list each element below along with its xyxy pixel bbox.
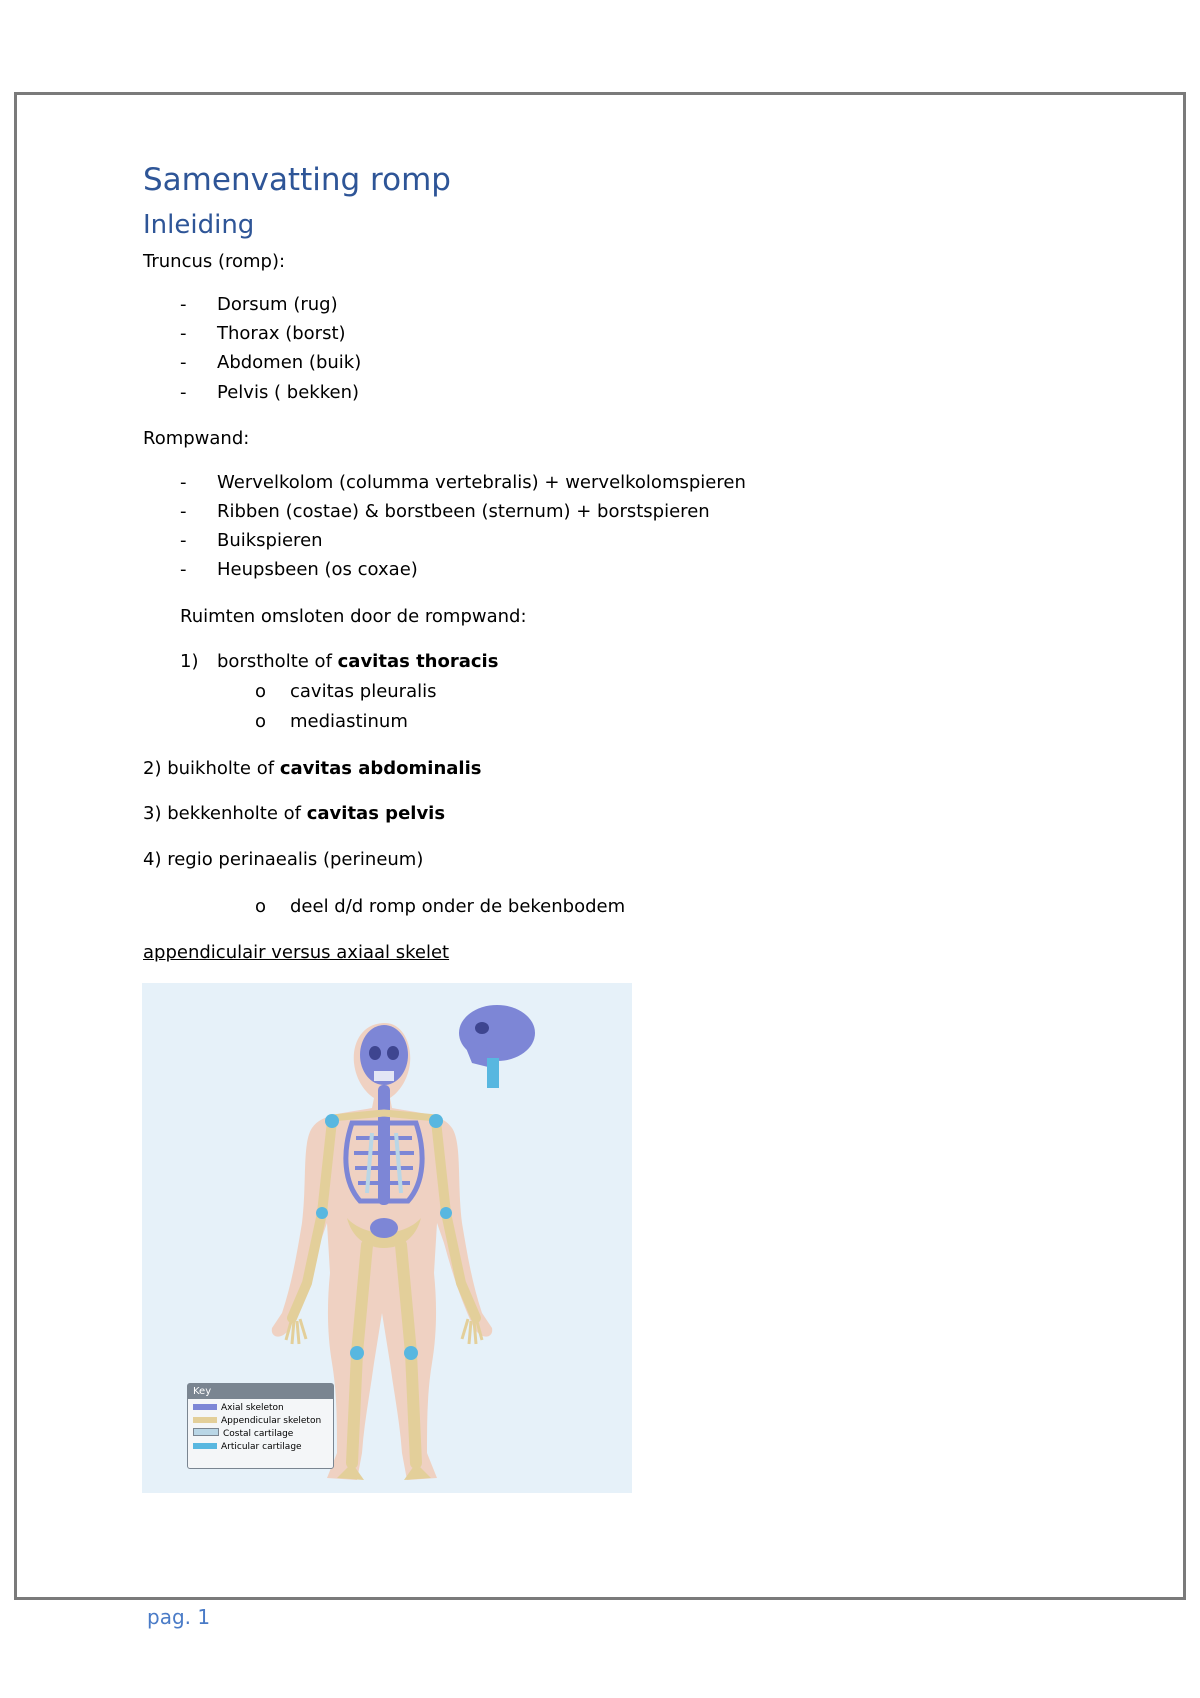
page-number: pag. 1 xyxy=(147,1605,211,1629)
skeleton-figure xyxy=(142,983,632,1493)
sub-item: mediastinum xyxy=(290,711,408,732)
list-item: Thorax (borst) xyxy=(217,323,346,344)
numbered-item-4: 4) regio perinaealis (perineum) xyxy=(143,849,424,870)
key-swatch xyxy=(193,1443,217,1449)
list-bullet: - xyxy=(180,382,187,403)
list-item: Wervelkolom (columma vertebralis) + wervelkolomspieren xyxy=(217,472,746,493)
rompwand-label: Rompwand: xyxy=(143,428,250,449)
list-bullet: - xyxy=(180,294,187,315)
list-bullet: - xyxy=(180,472,187,493)
section-heading: Inleiding xyxy=(143,210,255,240)
key-item xyxy=(193,1441,328,1454)
key-item xyxy=(193,1402,328,1415)
item-text: borstholte of xyxy=(217,651,338,672)
key-label: Articular cartilage xyxy=(221,1442,302,1452)
numbered-item-3 xyxy=(143,803,445,825)
list-item: Ribben (costae) & borstbeen (sternum) + borstspieren xyxy=(217,501,710,522)
item-bold-text: cavitas pelvis xyxy=(306,803,446,824)
sub-item: cavitas pleuralis xyxy=(290,681,437,702)
numbered-item-1 xyxy=(217,651,498,673)
key-swatch xyxy=(193,1428,219,1436)
item-text: 3) bekkenholte of xyxy=(143,803,307,824)
list-item: Heupsbeen (os coxae) xyxy=(217,559,418,580)
numbered-item-2 xyxy=(143,758,482,780)
list-item: Buikspieren xyxy=(217,530,323,551)
list-bullet: - xyxy=(180,530,187,551)
list-item: Abdomen (buik) xyxy=(217,352,362,373)
list-item: Pelvis ( bekken) xyxy=(217,382,359,403)
list-bullet: - xyxy=(180,559,187,580)
ruimten-label: Ruimten omsloten door de rompwand: xyxy=(180,606,527,627)
document-title: Samenvatting romp xyxy=(143,162,451,198)
key-title: Key xyxy=(188,1384,333,1399)
key-swatch xyxy=(193,1417,217,1423)
item-bold-text: cavitas abdominalis xyxy=(279,758,482,779)
numbered-marker: 1) xyxy=(180,651,199,672)
sub-bullet: o xyxy=(255,681,267,702)
key-item xyxy=(193,1415,328,1428)
underlined-link-text: appendiculair versus axiaal skelet xyxy=(143,942,450,963)
key-swatch xyxy=(193,1404,217,1410)
key-label: Axial skeleton xyxy=(221,1403,284,1413)
list-item: Dorsum (rug) xyxy=(217,294,338,315)
list-bullet: - xyxy=(180,323,187,344)
sub-bullet: o xyxy=(255,896,267,917)
list-bullet: - xyxy=(180,501,187,522)
list-bullet: - xyxy=(180,352,187,373)
key-label: Costal cartilage xyxy=(223,1429,294,1439)
truncus-label: Truncus (romp): xyxy=(143,251,286,272)
figure-key xyxy=(187,1383,334,1469)
key-label: Appendicular skeleton xyxy=(221,1416,322,1426)
sub-bullet: o xyxy=(255,711,267,732)
item-bold-text: cavitas thoracis xyxy=(337,651,499,672)
key-item xyxy=(193,1428,328,1441)
sub-item: deel d/d romp onder de bekenbodem xyxy=(290,896,626,917)
item-text: 2) buikholte of xyxy=(143,758,280,779)
